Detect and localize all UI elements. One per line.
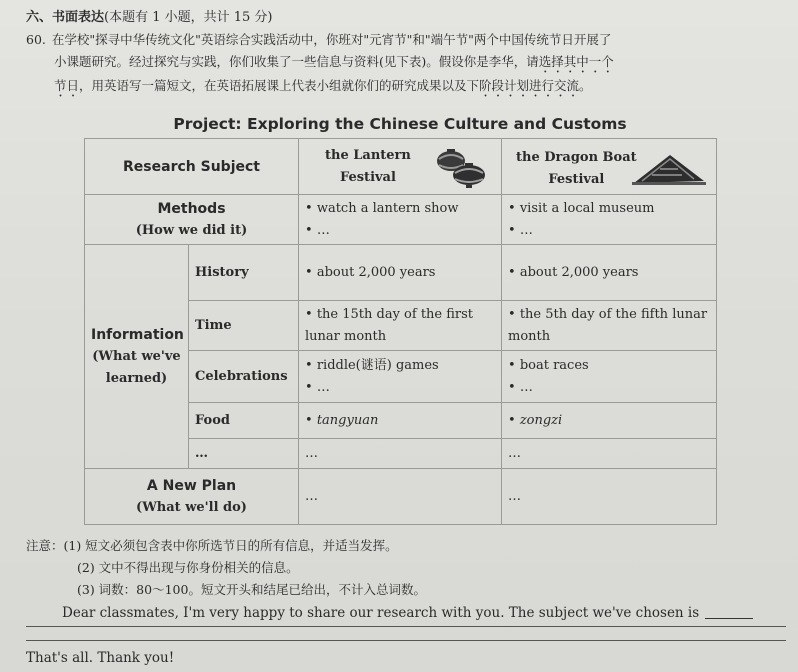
question-text-3a: 节日: [54, 78, 80, 93]
time-label: Time: [189, 301, 299, 351]
methods-label: Methods: [157, 200, 226, 217]
section-header: [26, 6, 273, 25]
time-lantern-1: • the 15th day of the first: [305, 306, 474, 322]
note-3: (3) 词数：80～100。短文开头和结尾已给出，不计入总词数。: [77, 582, 426, 597]
answer-blank[interactable]: [705, 618, 753, 619]
food-dragon: • zongzi: [502, 403, 717, 439]
methods-lantern-1: • watch a lantern show: [305, 200, 459, 216]
methods-lantern-cell: [299, 195, 502, 245]
question-line-3: [54, 76, 592, 100]
methods-dragon-2: • …: [508, 222, 533, 238]
history-label: History: [189, 245, 299, 301]
food-lantern: • tangyuan: [299, 403, 502, 439]
celebrations-lantern-2: • …: [305, 379, 330, 395]
information-label-cell: [85, 245, 189, 469]
lantern-name-2: Festival: [339, 169, 396, 185]
question-text-1: 在学校"探寻中华传统文化"英语综合实践活动中，你班对"元宵节"和"端午节"两个中国传统节日开展了: [51, 32, 612, 47]
dragon-name-1: the Dragon Boat: [516, 149, 637, 165]
writing-line-2[interactable]: [26, 640, 786, 641]
celebrations-dragon-cell: [502, 351, 717, 403]
lantern-name-1: the Lantern: [325, 147, 411, 163]
methods-lantern-2: • …: [305, 222, 330, 238]
plan-lantern: …: [299, 469, 502, 525]
history-lantern: • about 2,000 years: [299, 245, 502, 301]
question-text-3b: ，用英语写一篇短文，在英语拓展课上代表小组就你们的研究成果以及下: [79, 78, 480, 93]
table-row-history: [85, 245, 717, 301]
plan-sublabel: (What we'll do): [136, 499, 247, 515]
question-text-3d: 。: [579, 78, 592, 93]
lantern-festival-cell: [299, 139, 502, 195]
question-line-1: [26, 30, 611, 48]
celebrations-label: Celebrations: [189, 351, 299, 403]
question-text-3c: 阶段计划进行交流: [479, 78, 580, 93]
note-2: (2) 文中不得出现与你身份相关的信息。: [77, 560, 299, 575]
time-dragon-cell: [502, 301, 717, 351]
time-dragon-2: month: [508, 328, 551, 344]
celebrations-dragon-1: • boat races: [508, 357, 589, 373]
question-line-2: [54, 52, 614, 76]
note-1: 注意：(1) 短文必须包含表中你所选节日的所有信息，并适当发挥。: [26, 538, 398, 553]
essay-opening: [62, 605, 753, 621]
celebrations-lantern-cell: [299, 351, 502, 403]
time-dragon-1: • the 5th day of the fifth lunar: [508, 306, 708, 322]
plan-label-cell: [85, 469, 299, 525]
writing-line-1[interactable]: [26, 626, 786, 627]
celebrations-lantern-1: • riddle(谜语) games: [305, 357, 439, 373]
plan-dragon: …: [502, 469, 717, 525]
table-title: Project: Exploring the Chinese Culture and Customs: [173, 115, 627, 133]
more-dragon: …: [502, 439, 717, 469]
table-row-methods: [85, 195, 717, 245]
more-label: …: [189, 439, 299, 469]
research-subject-label: Research Subject: [85, 139, 299, 195]
methods-label-cell: [85, 195, 299, 245]
information-sublabel-1: (What we've: [92, 348, 181, 364]
dragon-name-2: Festival: [548, 171, 605, 187]
question-text-2b: 选择其中一个: [538, 54, 614, 69]
plan-label: A New Plan: [146, 477, 237, 494]
more-lantern: …: [299, 439, 502, 469]
section-subtitle: (本题有 1 小题，共计 15 分): [104, 10, 273, 25]
table-row-plan: [85, 469, 717, 525]
history-dragon: • about 2,000 years: [502, 245, 717, 301]
time-lantern-cell: [299, 301, 502, 351]
information-label: Information: [91, 326, 184, 343]
project-table-wrap: [84, 108, 716, 525]
methods-dragon-1: • visit a local museum: [508, 200, 655, 216]
time-lantern-2: lunar month: [305, 328, 387, 344]
zongzi-icon: [630, 151, 708, 187]
essay-closing: That's all. Thank you!: [26, 650, 175, 666]
information-sublabel-2: learned): [105, 370, 168, 386]
celebrations-dragon-2: • …: [508, 379, 533, 395]
methods-dragon-cell: [502, 195, 717, 245]
project-table: [84, 138, 717, 525]
methods-sublabel: (How we did it): [135, 222, 248, 238]
section-title: 六、书面表达: [26, 10, 105, 25]
lantern-icon: [433, 147, 491, 189]
essay-opening-text: Dear classmates, I'm very happy to share our research with you. The subject we've chosen is: [62, 605, 700, 621]
dragon-boat-festival-cell: [502, 139, 717, 195]
table-row-subject: [85, 139, 717, 195]
food-label: Food: [189, 403, 299, 439]
question-text-2a: 小课题研究。经过探究与实践，你们收集了一些信息与资料(见下表)。假设你是李华，请: [54, 54, 539, 69]
question-number: 60.: [26, 32, 46, 47]
